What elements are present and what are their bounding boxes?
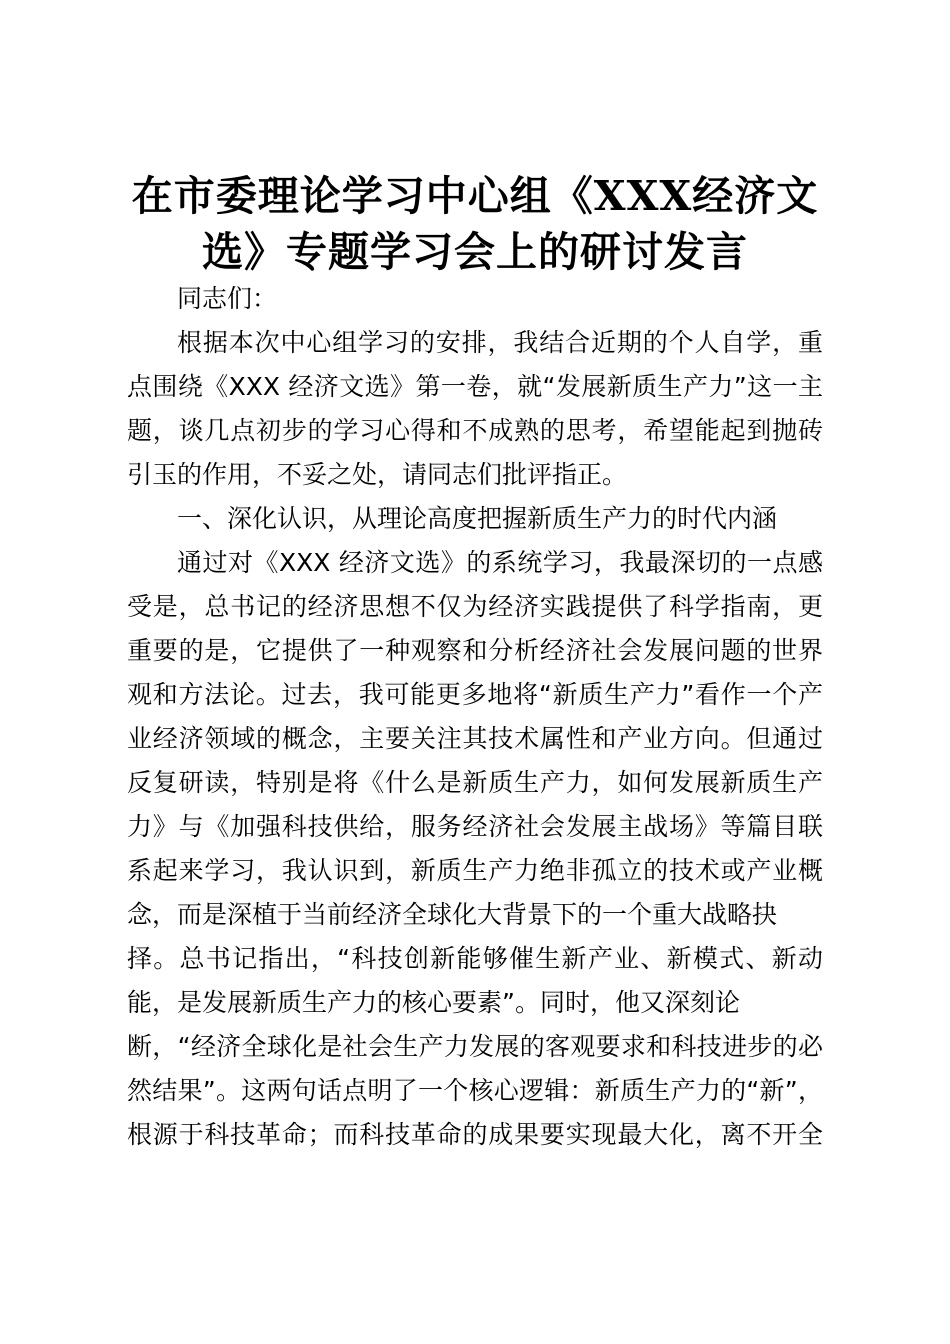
paragraph-line: 题，谈几点初步的学习心得和不成熟的思考，希望能起到抛砖 — [127, 416, 823, 445]
section-heading-1: 一、深化认识，从理论高度把握新质生产力的时代内涵 — [177, 504, 778, 533]
document-title — [120, 168, 830, 280]
paragraph-line: 择。总书记指出，“科技创新能够催生新产业、新模式、新动 — [127, 944, 823, 973]
paragraph-line: 反复研读，特别是将《什么是新质生产力，如何发展新质生产 — [127, 768, 823, 797]
paragraph-line: 根源于科技革命；而科技革命的成果要实现最大化，离不开全 — [127, 1120, 823, 1149]
paragraph-line: 系起来学习，我认识到，新质生产力绝非孤立的技术或产业概 — [127, 856, 823, 885]
paragraph-line: 重要的是，它提供了一种观察和分析经济社会发展问题的世界 — [127, 636, 823, 665]
paragraph-line: 受是，总书记的经济思想不仅为经济实践提供了科学指南，更 — [127, 592, 823, 621]
paragraph-line: 断，“经济全球化是社会生产力发展的客观要求和科技进步的必 — [127, 1032, 823, 1061]
paragraph-line: 业经济领域的概念，主要关注其技术属性和产业方向。但通过 — [127, 724, 823, 753]
document-body — [127, 277, 823, 1157]
paragraph-line: 能，是发展新质生产力的核心要素”。同时，他又深刻论 — [127, 988, 740, 1017]
paragraph-line: 力》与《加强科技供给，服务经济社会发展主战场》等篇目联 — [127, 812, 823, 841]
paragraph-1 — [127, 321, 823, 497]
paragraph-line: 然结果”。这两句话点明了一个核心逻辑：新质生产力的“新”， — [127, 1076, 823, 1105]
paragraph-line: 点围绕《XXX 经济文选》第一卷，就“发展新质生产力”这一主 — [127, 372, 823, 401]
title-line: 选》专题学习会上的研讨发言 — [202, 228, 748, 276]
paragraph-line: 引玉的作用，不妥之处，请同志们批评指正。 — [127, 460, 628, 489]
title-line: 在市委理论学习中心组《XXX经济文 — [131, 172, 819, 220]
paragraph-line: 观和方法论。过去，我可能更多地将“新质生产力”看作一个产 — [127, 680, 823, 709]
paragraph-line: 根据本次中心组学习的安排，我结合近期的个人自学，重 — [177, 328, 823, 357]
greeting: 同志们： — [177, 284, 278, 313]
paragraph-2 — [127, 541, 823, 1157]
paragraph-line: 通过对《XXX 经济文选》的系统学习，我最深切的一点感 — [177, 548, 823, 577]
paragraph-line: 念，而是深植于当前经济全球化大背景下的一个重大战略抉 — [127, 900, 778, 929]
